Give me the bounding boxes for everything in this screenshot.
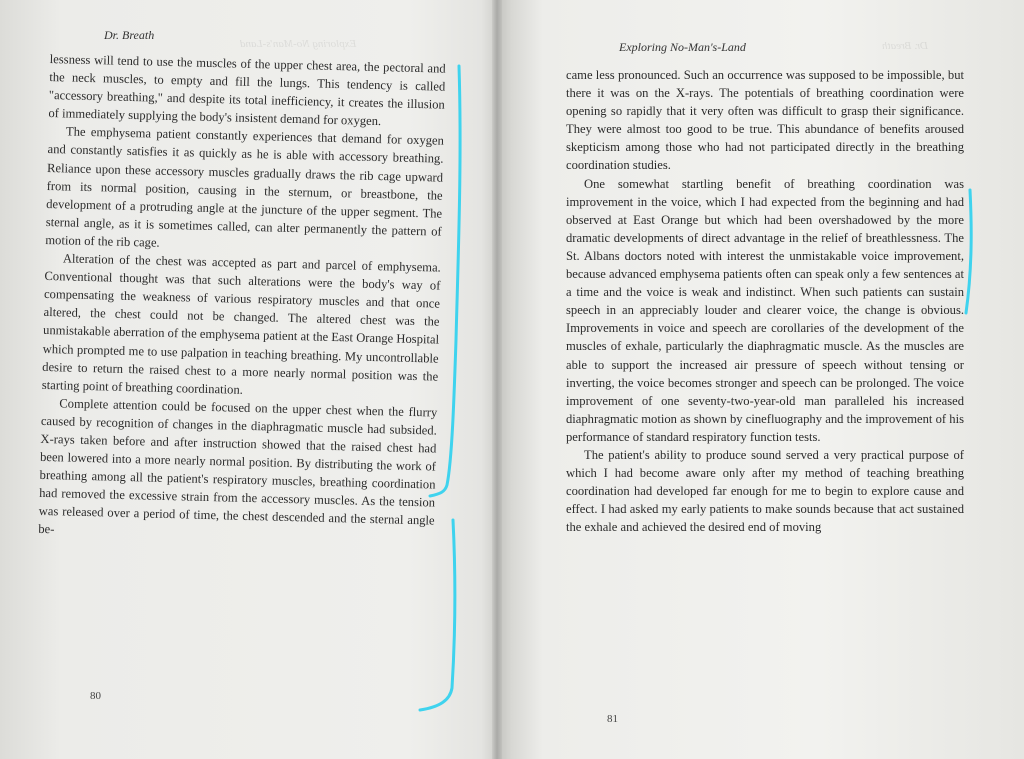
right-running-head: Exploring No-Man's-Land bbox=[619, 40, 746, 54]
right-body-text bbox=[566, 66, 964, 536]
left-paragraph-2: The emphysema patient constantly experiences that demand for oxygen and constantly satisfies it as quickly as he is able with accessory breathing. Reliance upon these accessory muscles gradually draws the rib cage upward from its normal position, causing in the sternum, or breastbone, the development of a protruding angle at the juncture of the upper segment. The sternal angle, as it is sometimes called, can alter permanently the pattern of motion of the rib cage. bbox=[45, 124, 445, 250]
left-paragraph-4: Complete attention could be focused on the upper chest when the flurry caused by recognition of changes in the diaphragmatic muscle had subsided. X-rays taken before and after instruction showed that the raised chest had been lowered into a more nearly normal position. By distributing the work of breathing among all the patient's respiratory muscles, breathing coordination had removed the excessive strain from the accessory muscles. As the tension was released over a period of time, the chest descended and the sternal angle be- bbox=[38, 396, 438, 537]
book-gutter bbox=[492, 0, 502, 759]
right-paragraph-3: The patient's ability to produce sound served a very practical purpose of which I had become aware only after my method of teaching breathing coordination had developed far enough for me to begin to explore cause and effect. I had asked my early patients to make sounds because that act sustained the exhale and achieved the desired end of moving bbox=[566, 447, 964, 535]
left-page-number: 80 bbox=[90, 690, 101, 702]
left-paragraph-3: Alteration of the chest was accepted as part and parcel of emphysema. Conventional thought was that such alterations were the body's way of compensating the weakness of various respiratory muscles and that once altered, the chest could not be changed. The altered chest was the unmistakable aberration of the emphysema patient at the East Orange Hospital which prompted me to use palpation in teaching breathing. My uncontrollable desire to return the raised chest to a more nearly normal position was the starting point of breathing coordination. bbox=[41, 251, 441, 397]
right-page-number: 81 bbox=[607, 713, 618, 725]
right-paragraph-1: came less pronounced. Such an occurrence was supposed to be impossible, but there it was on the X-rays. The potentials of breathing coordination were opening so rapidly that it very often was difficult to grasp their significance. They were almost too good to be true. This abundance of benefits aroused skepticism among those who had not participated directly in the breathing coordination studies. bbox=[566, 68, 964, 173]
left-page bbox=[0, 0, 492, 759]
right-page bbox=[502, 0, 1024, 759]
left-paragraph-1: lessness will tend to use the muscles of the upper chest area, the pectoral and the neck muscles, to empty and fill the lungs. This tendency is called "accessory breathing," and despite its total inefficiency, it creates the illusion of immediately supplying the body's insistent demand for oxygen. bbox=[48, 51, 446, 129]
right-bleedthrough-head: Dr. Breath bbox=[882, 40, 929, 52]
left-running-head: Dr. Breath bbox=[104, 28, 155, 42]
left-body-text bbox=[38, 50, 446, 548]
left-bleedthrough-head: Exploring No-Man's-Land bbox=[240, 38, 357, 50]
right-paragraph-2: One somewhat startling benefit of breathing coordination was improvement in the voice, which I had expected from the beginning and had observed at East Orange but which had been overshadowed by the more dramatic developments of direct advantage in the relief of breathlessness. The St. Albans doctors noted with interest the unmistakable voice improvement, because advanced emphysema patients often can speak only a few sentences at a time and the voice is weak and indistinct. When such patients can sustain speech in an appreciably louder and clearer voice, the change is obvious. Improvements in voice and speech are corollaries of the development of the muscles of exhale, particularly the diaphragmatic muscle. As the muscles are able to support the increased air pressure of speech without tensing or inverting, the voice becomes stronger and speech can be prolonged. The voice improvement of one seventy-two-year-old man paralleled his increased diaphragmatic motion as shown by cinefluography and the improvement of his performance of standard respiratory function tests. bbox=[566, 176, 964, 444]
